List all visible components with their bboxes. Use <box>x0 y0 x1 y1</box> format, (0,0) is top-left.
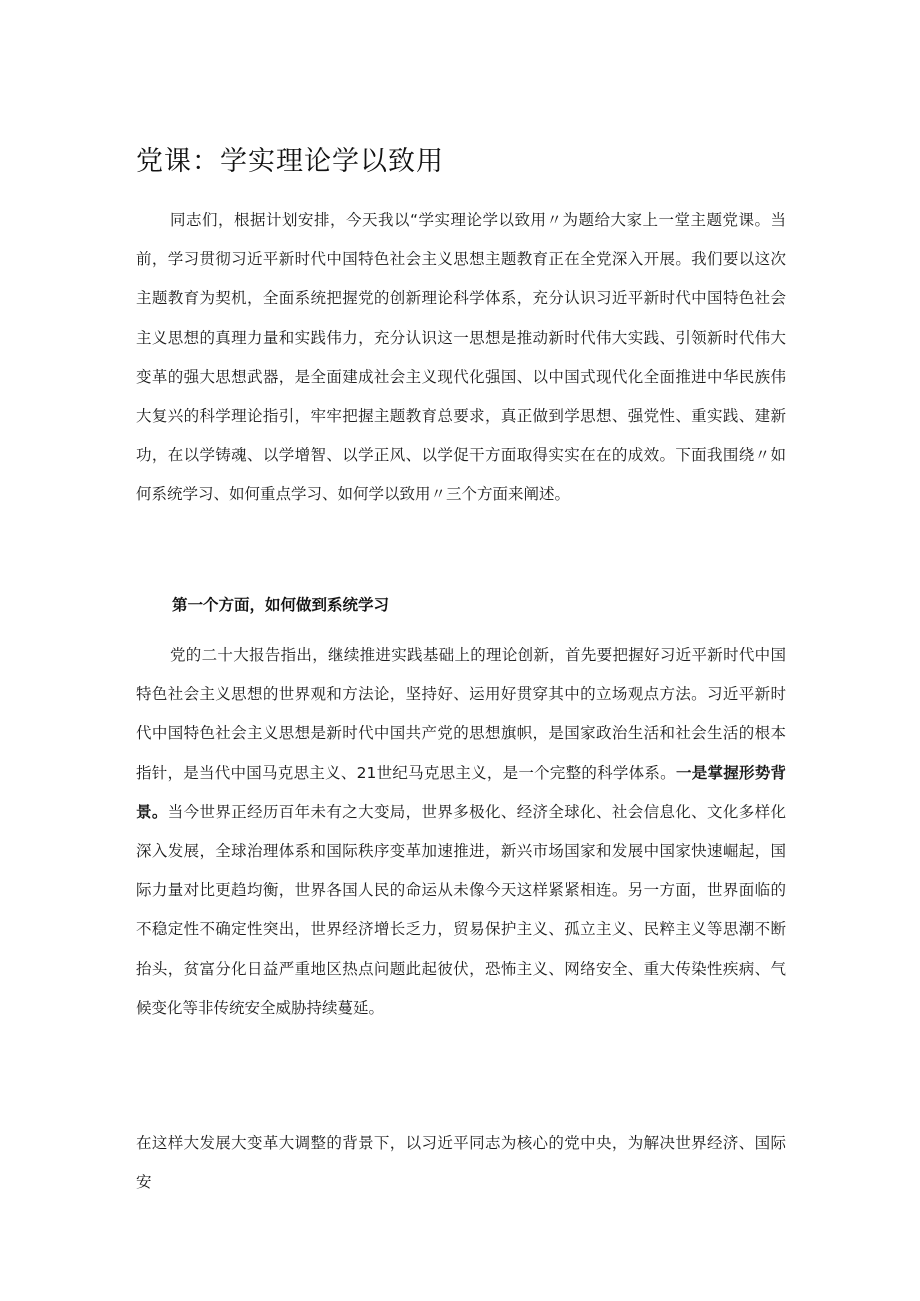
section1-paragraph-1-lead: 党的二十大报告指出，继续推进实践基础上的理论创新，首先要把握好习近平新时代中国特色社会主义思想的世界观和方法论，坚持好、运用好贯穿其中的立场观点方法。习近平新时代中国特色社会主义思想是新时代中国共产党的思想旗帜，是国家政治生活和社会生活的根本指针，是当代中国马克思主义、21世纪马克思主义，是一个完整的科学体系。 <box>136 646 786 782</box>
emphasis-grasp-background: 一是掌握形势背景。 <box>136 763 786 821</box>
section1-paragraph-1-rest: 当今世界正经历百年未有之大变局，世界多极化、经济全球化、社会信息化、文化多样化深入发展，全球治理体系和国际秩序变革加速推进，新兴市场国家和发展中国家快速崛起，国际力量对比更趋均衡，世界各国人民的命运从未像今天这样紧紧相连。另一方面，世界面临的不稳定性不确定性突出，世界经济增长乏力，贸易保护主义、孤立主义、民粹主义等思潮不断抬头，贫富分化日益严重地区热点问题此起彼伏，恐怖主义、网络安全、重大传染性疾病、气候变化等非传统安全威胁持续蔓延。 <box>136 802 786 1017</box>
section-heading-systematic-study: 第一个方面，如何做到系统学习 <box>172 596 390 614</box>
section1-paragraph-2: 在这样大发展大变革大调整的背景下，以习近平同志为核心的党中央，为解决世界经济、国际安 <box>136 1134 786 1192</box>
section1-paragraph-1 <box>136 636 786 1028</box>
intro-paragraph: 同志们，根据计划安排，今天我以“学实理论学以致用〃为题给大家上一堂主题党课。当前，学习贯彻习近平新时代中国特色社会主义思想主题教育正在全党深入开展。我们要以这次主题教育为契机，全面系统把握党的创新理论科学体系，充分认识习近平新时代中国特色社会主义思想的真理力量和实践伟力，充分认识这一思想是推动新时代伟大实践、引领新时代伟大变革的强大思想武器，是全面建成社会主义现代化强国、以中国式现代化全面推进中华民族伟大复兴的科学理论指引，牢牢把握主题教育总要求，真正做到学思想、强党性、重实践、建新功，在以学铸魂、以学增智、以学正风、以学促干方面取得实实在在的成效。下面我围绕〃如何系统学习、如何重点学习、如何学以致用〃三个方面来阐述。 <box>136 211 786 504</box>
document-title: 党课：学实理论学以致用 <box>136 146 444 177</box>
